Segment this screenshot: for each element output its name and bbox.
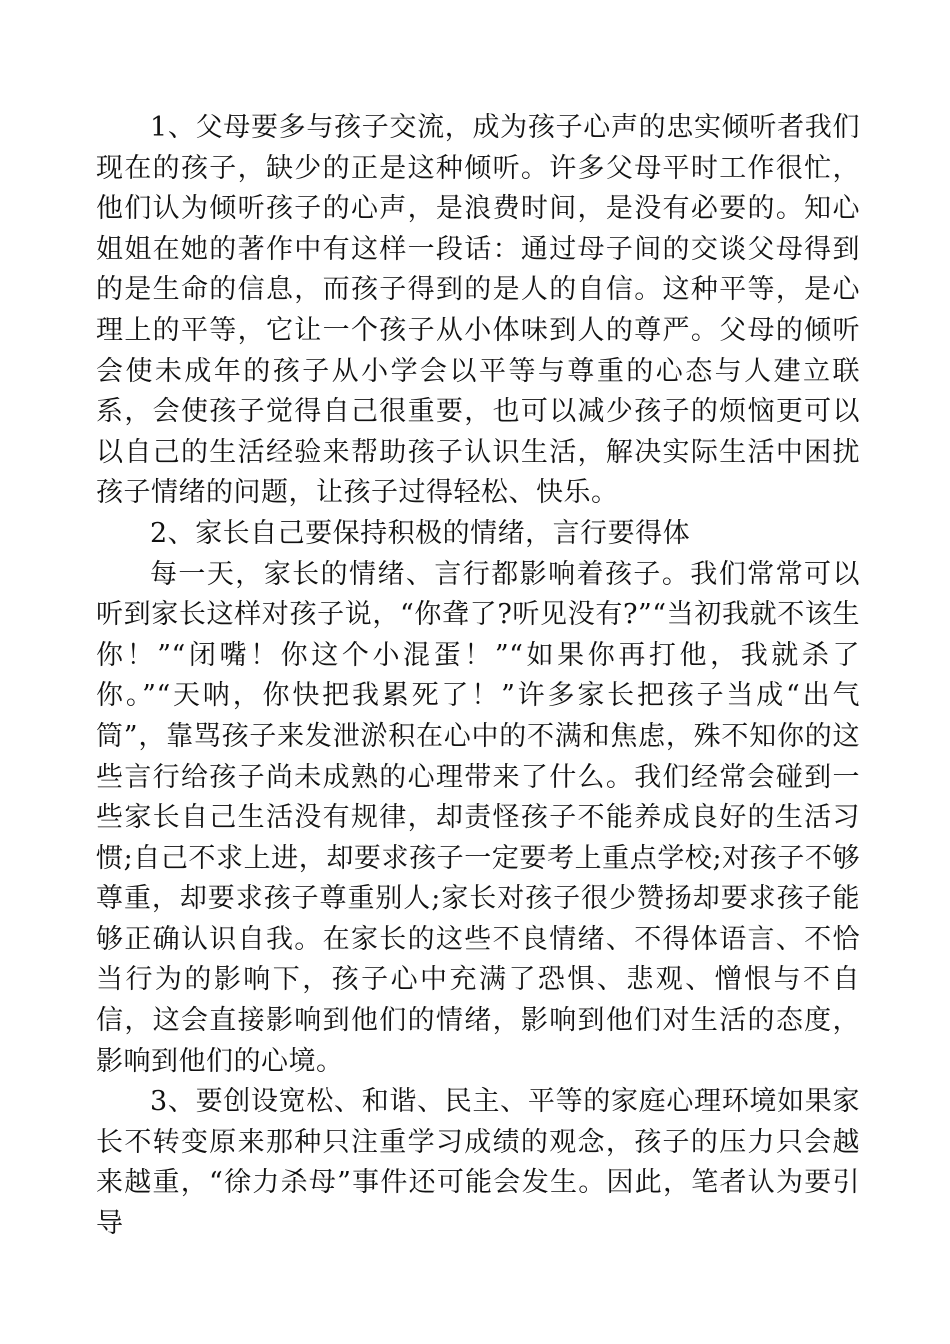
- paragraph-parent-communication: 1、父母要多与孩子交流，成为孩子心声的忠实倾听者我们现在的孩子，缺少的正是这种倾听。许多父母平时工作很忙，他们认为倾听孩子的心声，是浪费时间，是没有必要的。知心姐姐在她的著作中有这样一段话：通过母子间的交谈父母得到的是生命的信息，而孩子得到的是人的自信。这种平等，是心理上的平等，它让一个孩子从小体味到人的尊严。父母的倾听会使未成年的孩子从小学会以平等与尊重的心态与人建立联系，会使孩子觉得自己很重要，也可以减少孩子的烦恼更可以以自己的生活经验来帮助孩子认识生活，解决实际生活中困扰孩子情绪的问题，让孩子过得轻松、快乐。: [96, 112, 860, 509]
- paragraph-family-environment: 3、要创设宽松、和谐、民主、平等的家庭心理环境如果家长不转变原来那种只注重学习成绩的观念，孩子的压力只会越来越重，“徐力杀母”事件还可能会发生。因此，笔者认为要引导: [96, 1086, 860, 1240]
- document-page: [96, 108, 860, 1245]
- paragraph-parent-words-influence: 每一天，家长的情绪、言行都影响着孩子。我们常常可以听到家长这样对孩子说，“你聋了?听见没有?”“当初我就不该生你！”“闭嘴！你这个小混蛋！”“如果你再打他，我就杀了你。”“天呐，你快把我累死了！”许多家长把孩子当成“出气筒”，靠骂孩子来发泄淤积在心中的不满和焦虑，殊不知你的这些言行给孩子尚未成熟的心理带来了什么。我们经常会碰到一些家长自己生活没有规律，却责怪孩子不能养成良好的生活习惯;自己不求上进，却要求孩子一定要考上重点学校;对孩子不够尊重，却要求孩子尊重别人;家长对孩子很少赞扬却要求孩子能够正确认识自我。在家长的这些不良情绪、不得体语言、不恰当行为的影响下，孩子心中充满了恐惧、悲观、憎恨与不自信，这会直接影响到他们的情绪，影响到他们对生活的态度，影响到他们的心境。: [96, 558, 860, 1077]
- paragraph-heading-positive-emotion: 2、家长自己要保持积极的情绪，言行要得体: [150, 517, 691, 549]
